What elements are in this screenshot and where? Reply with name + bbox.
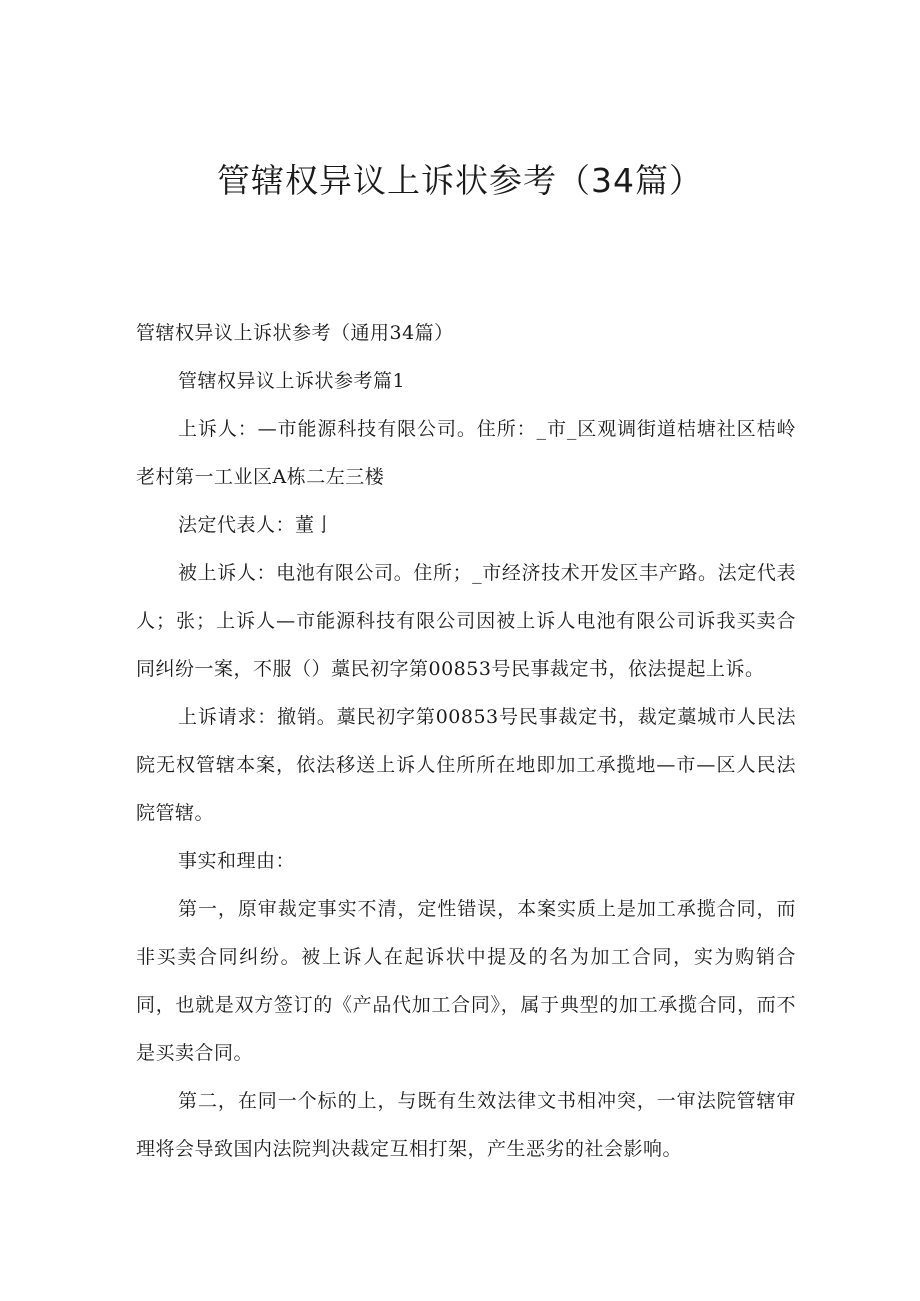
paragraph-reason-two: 第二，在同一个标的上，与既有生效法律文书相冲突，一审法院管辖审理将会导致国内法院判决裁定互相打架，产生恶劣的社会影响。 [136,1090,796,1160]
paragraph-legal-representative: 法定代表人：董亅 [178,514,335,536]
document-body [136,309,796,1173]
paragraph-appellee: 被上诉人：电池有限公司。住所；_市经济技术开发区丰产路。法定代表人；张；上诉人—市能源科技有限公司因被上诉人电池有限公司诉我买卖合同纠纷一案，不服（）藁民初字第00853号民事裁定书，依法提起上诉。 [136,562,796,680]
paragraph-appellant: 上诉人：—市能源科技有限公司。住所：_市_区观调街道桔塘社区桔岭老村第一工业区A栋二左三楼 [136,418,796,488]
document-subtitle: 管辖权异议上诉状参考（通用34篇） [136,322,454,344]
paragraph-appeal-request: 上诉请求：撤销。藁民初字第00853号民事裁定书，裁定藁城市人民法院无权管辖本案，依法移送上诉人住所所在地即加工承揽地—市—区人民法院管辖。 [136,706,796,824]
paragraph-reason-one: 第一，原审裁定事实不清，定性错误，本案实质上是加工承揽合同，而非买卖合同纠纷。被上诉人在起诉状中提及的名为加工合同，实为购销合同，也就是双方签订的《产品代加工合同》，属于典型的加工承揽合同，而不是买卖合同。 [136,898,796,1064]
paragraph-facts-heading: 事实和理由： [178,850,296,872]
document-title: 管辖权异议上诉状参考（34篇） [217,161,703,200]
section-heading: 管辖权异议上诉状参考篇1 [178,370,406,392]
